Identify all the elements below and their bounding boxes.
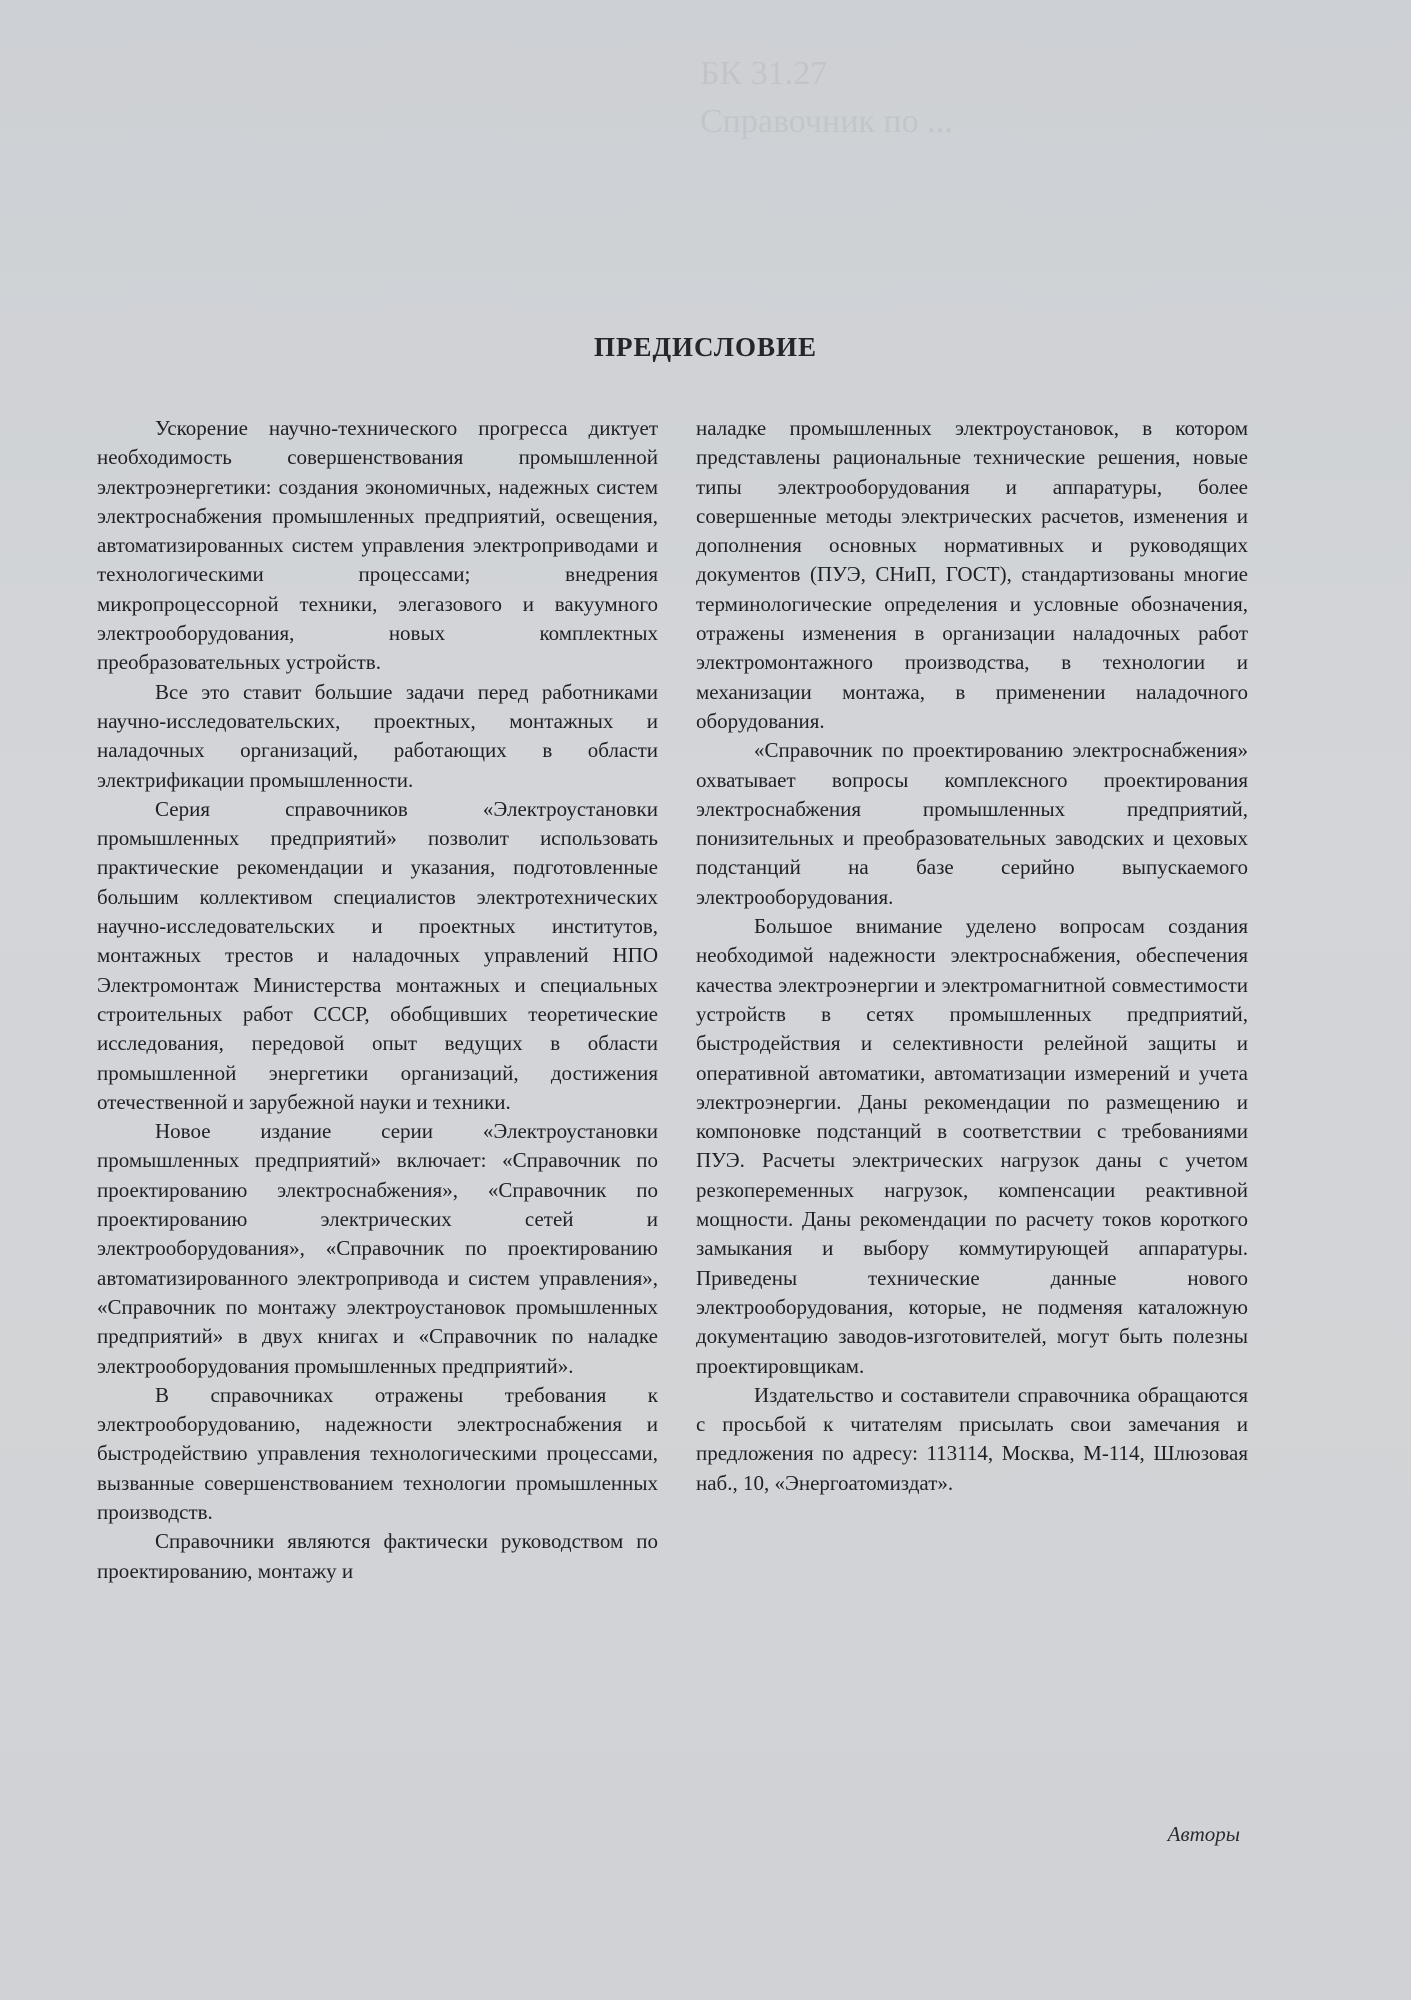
right-column [696, 414, 1248, 1498]
paragraph: Ускорение научно-технического прогресса диктует необходимость совершенствования промышленной электроэнергетики: создания экономичных, надежных систем электроснабжения промышленных предприятий, освещения, автоматизированных систем управления электроприводами и технологическими процессами; внедрения микропроцессорной техники, элегазового и вакуумного электрооборудования, новых комплектных преобразовательных устройств. [97, 416, 658, 675]
page-title: ПРЕДИСЛОВИЕ [593, 332, 818, 362]
paragraph: Издательство и составители справочника обращаются с просьбой к читателям присылать свои замечания и предложения по адресу: 113114, Москва, М-114, Шлюзовая наб., 10, «Энергоатомиздат». [696, 1382, 1248, 1495]
paragraph: В справочниках отражены требования к электрооборудованию, надежности электроснабжения и быстродействию управления технологическими процессами, вызванные совершенствованием технологии промышленных производств. [97, 1382, 658, 1524]
paragraph-continued: наладке промышленных электроустановок, в котором представлены рациональные технические решения, новые типы электрооборудования и аппаратуры, более совершенные методы электрических расчетов, изменения и дополнения основных нормативных и руководящих документов (ПУЭ, СНиП, ГОСТ), стандартизованы многие терминологические определения и условные обозначения, отражены изменения в организации наладочных работ электромонтажного производства, в технологии и механизации монтажа, в применении наладочного оборудования. [696, 416, 1248, 733]
paragraph: «Справочник по проектированию электроснабжения» охватывает вопросы комплексного проектирования электроснабжения промышленных предприятий, понизительных и преобразовательных заводских и цеховых подстанций на базе серийно выпускаемого электрооборудования. [696, 738, 1248, 909]
bleed-through-text [700, 50, 1120, 370]
bleed-line: БК 31.27 [700, 55, 828, 92]
authors-signature: Авторы [1167, 1822, 1240, 1846]
paragraph: Серия справочников «Электроустановки промышленных предприятий» позволит использовать практические рекомендации и указания, подготовленные большим коллективом специалистов электротехнических научно-исследовательских и проектных институтов, монтажных трестов и наладочных управлений НПО Электромонтаж Министерства монтажных и специальных строительных работ СССР, обобщивших теоретические исследования, передовой опыт ведущих в области промышленной энергетики организаций, достижения отечественной и зарубежной науки и техники. [97, 796, 658, 1114]
left-column [97, 414, 658, 1586]
paragraph: Большое внимание уделено вопросам создания необходимой надежности электроснабжения, обеспечения качества электроэнергии и электромагнитной совместимости устройств в сетях промышленных предприятий, быстродействия и селективности релейной защиты и оперативной автоматики, автоматизации измерений и учета электроэнергии. Даны рекомендации по размещению и компоновке подстанций в соответствии с требованиями ПУЭ. Расчеты электрических нагрузок даны с учетом резкопеременных нагрузок, компенсации реактивной мощности. Даны рекомендации по расчету токов короткого замыкания и выбору коммутирующей аппаратуры. Приведены технические данные нового электрооборудования, которые, не подменяя каталожную документацию заводов-изготовителей, могут быть полезны проектировщикам. [696, 914, 1248, 1378]
paragraph: Новое издание серии «Электроустановки промышленных предприятий» включает: «Справочник по проектированию электроснабжения», «Справочник по проектированию электрических сетей и электрооборудования», «Справочник по проектированию автоматизированного электропривода и систем управления», «Справочник по монтажу электроустановок промышленных предприятий» в двух книгах и «Справочник по наладке электрооборудования промышленных предприятий». [97, 1119, 658, 1378]
paragraph: Все это ставит большие задачи перед работниками научно-исследовательских, проектных, монтажных и наладочных организаций, работающих в области электрификации промышленности. [97, 679, 658, 792]
paragraph: Справочники являются фактически руководством по проектированию, монтажу и [97, 1529, 658, 1583]
bleed-line: Справочник по ... [700, 103, 953, 140]
